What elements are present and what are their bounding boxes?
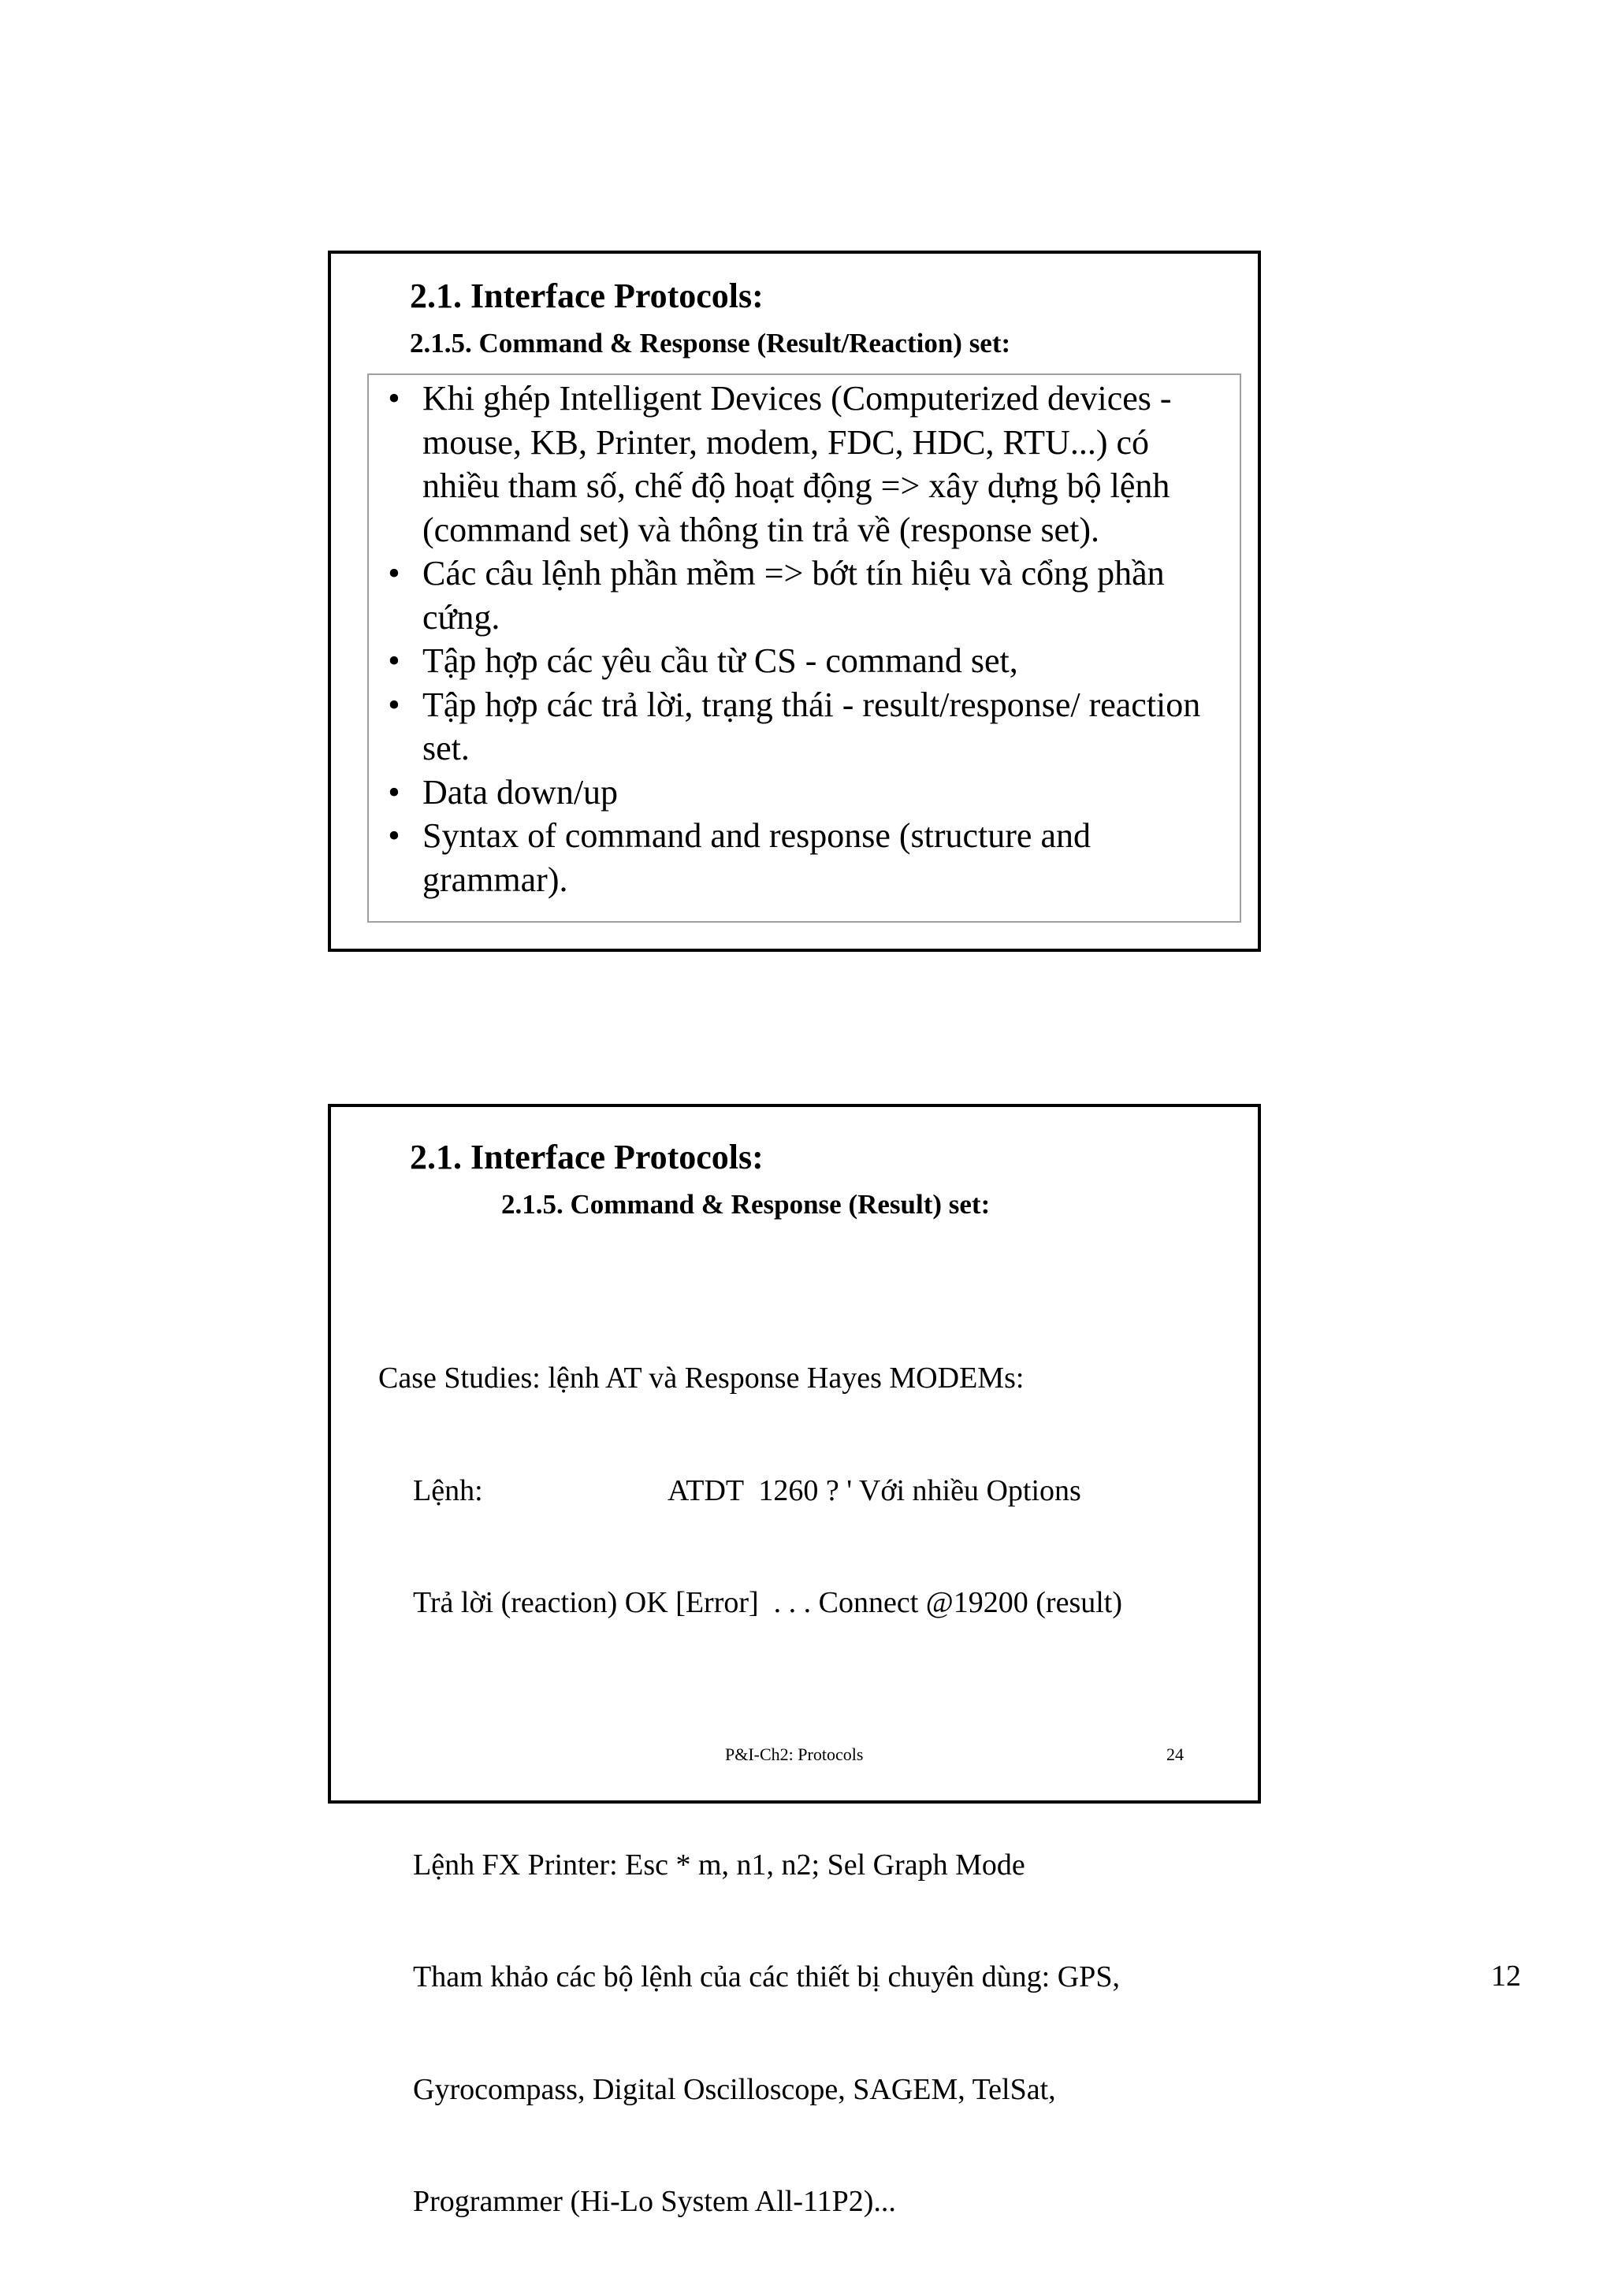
reference-line: Programmer (Hi-Lo System All-11P2)... <box>413 2185 896 2218</box>
bullet-line: cứng. <box>422 597 500 637</box>
bullet-box <box>367 373 1241 923</box>
bullet-item <box>378 814 1237 901</box>
bullet-line: (command set) và thông tin trả về (response set). <box>422 510 1099 549</box>
bullet-icon: • <box>388 772 400 812</box>
bullet-line: Data down/up <box>422 772 619 812</box>
reference-line: Gyrocompass, Digital Oscilloscope, SAGEM, TelSat, <box>413 2072 1056 2106</box>
slide-subtitle: 2.1.5. Command & Response (Result/Reaction) set: <box>410 328 1011 359</box>
bullet-icon: • <box>388 379 400 418</box>
slide-title: 2.1. Interface Protocols: <box>410 277 764 315</box>
command-label: Lệnh: <box>413 1473 483 1507</box>
bullet-item <box>378 771 1237 815</box>
bullet-line: nhiều tham số, chế độ hoạt động => xây dựng bộ lệnh <box>422 466 1170 505</box>
slide-footer-number: 24 <box>1166 1744 1184 1764</box>
command-value: ATDT 1260 ? ' Với nhiều Options <box>668 1473 1081 1507</box>
bullet-line: Các câu lệnh phần mềm => bớt tín hiệu và cổng phần <box>422 554 1165 593</box>
bullet-icon: • <box>388 685 400 724</box>
slide-subtitle: 2.1.5. Command & Response (Result) set: <box>501 1189 991 1220</box>
bullet-line: set. <box>422 729 470 767</box>
bullet-icon: • <box>388 554 400 593</box>
reply-line: Trả lời (reaction) OK [Error] . . . Connect @19200 (result) <box>413 1586 1123 1619</box>
bullet-item <box>378 552 1237 639</box>
slide-footer-label: P&I-Ch2: Protocols <box>725 1744 864 1764</box>
bullet-icon: • <box>388 641 400 680</box>
command-row <box>378 1473 1122 1510</box>
bullet-line: grammar). <box>422 860 568 899</box>
bullet-line: Khi ghép Intelligent Devices (Computerized devices - <box>422 379 1172 418</box>
slide-title: 2.1. Interface Protocols: <box>410 1138 764 1176</box>
reference-line: Tham khảo các bộ lệnh của các thiết bị chuyên dùng: GPS, <box>413 1960 1120 1993</box>
bullet-line: Tập hợp các trả lời, trạng thái - result/response/ reaction <box>422 685 1201 724</box>
bullet-item <box>378 639 1237 683</box>
page-number: 12 <box>1491 1960 1521 1993</box>
bullet-icon: • <box>388 816 400 855</box>
bullet-line: mouse, KB, Printer, modem, FDC, HDC, RTU...) có <box>422 422 1150 462</box>
bullet-list <box>378 377 1237 901</box>
bullet-item <box>378 683 1237 771</box>
slide-top <box>328 251 1261 952</box>
case-studies-line: Case Studies: lệnh AT và Response Hayes MODEMs: <box>378 1362 1025 1395</box>
bullet-line: Tập hợp các yêu cầu từ CS - command set, <box>422 641 1018 680</box>
bullet-item <box>378 377 1237 552</box>
fx-printer-line: Lệnh FX Printer: Esc * m, n1, n2; Sel Graph Mode <box>413 1848 1025 1882</box>
bullet-line: Syntax of command and response (structure and <box>422 816 1091 855</box>
slide-body <box>378 1285 1122 2296</box>
slide-bottom <box>328 1104 1261 2218</box>
